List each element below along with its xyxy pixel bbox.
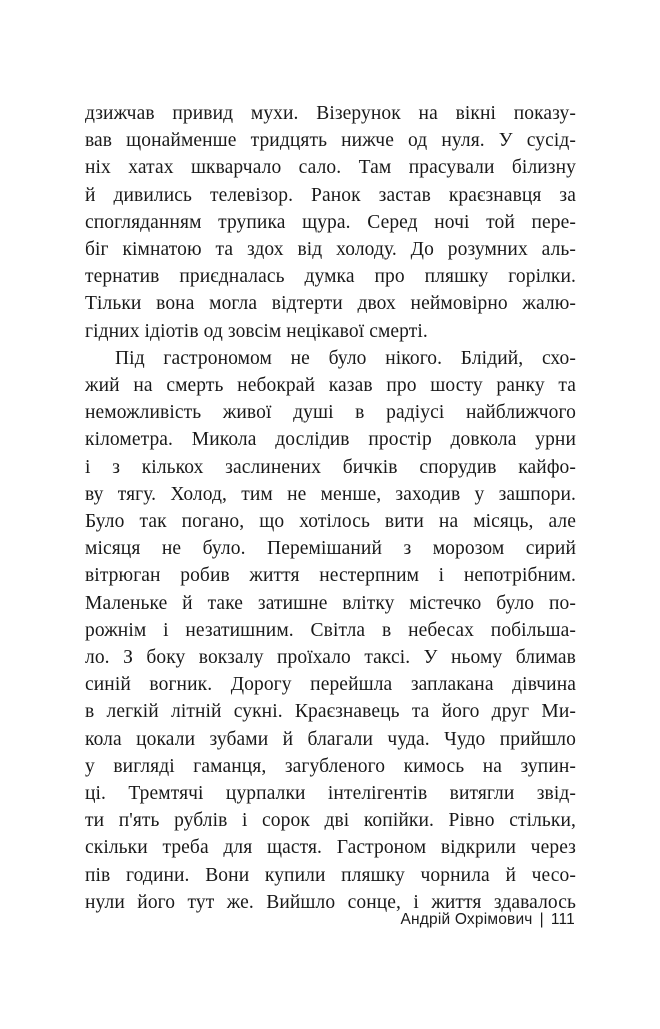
text-line: неможливість живої душі в радіусі найближчого — [85, 402, 576, 424]
text-line: ці. Тремтячі цурпалки інтелігентів витягли звід- — [85, 783, 576, 805]
text-line: в легкій літній сукні. Краєзнавець та його друг Ми- — [85, 701, 576, 723]
text-line: пів години. Вони купили пляшку чорнила й чесо- — [85, 864, 576, 886]
paragraph — [85, 345, 576, 916]
text-line: гідних ідіотів од зовсім нецікавої смерті. — [85, 320, 428, 342]
text-line: ніх хатах шкварчало сало. Там прасували білизну — [85, 157, 576, 179]
paragraph — [85, 100, 576, 345]
text-line: Маленьке й таке затишне влітку містечко було по- — [85, 592, 576, 614]
footer-separator: | — [539, 911, 544, 928]
text-line: ву тягу. Холод, тим не менше, заходив у зашпори. — [85, 483, 576, 505]
text-line: кілометра. Микола дослідив простір довкола урни — [85, 429, 576, 451]
page-footer — [400, 911, 575, 929]
text-line: місяця не було. Перемішаний з морозом сирий — [85, 538, 576, 560]
body-text — [85, 100, 576, 916]
author-name: Андрій Охрімович — [400, 911, 533, 928]
text-line: Під гастрономом не було нікого. Блідий, схо- — [115, 347, 576, 369]
text-line: рожнім і незатишним. Світла в небесах побільша- — [85, 619, 576, 641]
text-line: нули його тут же. Вийшло сонце, і життя здавалось — [85, 891, 576, 913]
text-line: біг кімнатою та здох від холоду. До розумних аль- — [85, 239, 576, 261]
text-line: вав щонайменше тридцять нижче од нуля. У сусід- — [85, 130, 576, 152]
text-line: дзижчав привид мухи. Візерунок на вікні показу- — [85, 103, 576, 124]
text-line: скільки треба для щастя. Гастроном відкрили через — [85, 837, 576, 859]
page-number: 111 — [550, 911, 575, 928]
text-line: ти п'ять рублів і сорок дві копійки. Рівно стільки, — [85, 810, 576, 832]
text-line: спогляданням трупика щура. Серед ночі той пере- — [85, 211, 576, 233]
text-line: Тільки вона могла відтерти двох неймовірно жалю- — [85, 293, 576, 315]
text-line: Було так погано, що хотілось вити на місяць, але — [85, 511, 576, 533]
text-line: жий на смерть небокрай казав про шосту ранку та — [85, 375, 576, 397]
text-line: вітрюган робив життя нестерпним і непотрібним. — [85, 565, 576, 587]
text-line: тернатив приєдналась думка про пляшку горілки. — [85, 266, 576, 288]
text-line: у вигляді гаманця, загубленого кимось на зупин- — [85, 755, 576, 777]
text-line: і з кількох заслинених бичків спорудив кайфо- — [85, 456, 576, 478]
text-line: й дивились телевізор. Ранок застав краєзнавця за — [85, 184, 576, 206]
text-line: ло. З боку вокзалу проїхало таксі. У ньому блимав — [85, 647, 576, 669]
text-line: синій вогник. Дорогу перейшла заплакана дівчина — [85, 674, 576, 696]
text-line: кола цокали зубами й благали чуда. Чудо прийшло — [85, 728, 576, 750]
